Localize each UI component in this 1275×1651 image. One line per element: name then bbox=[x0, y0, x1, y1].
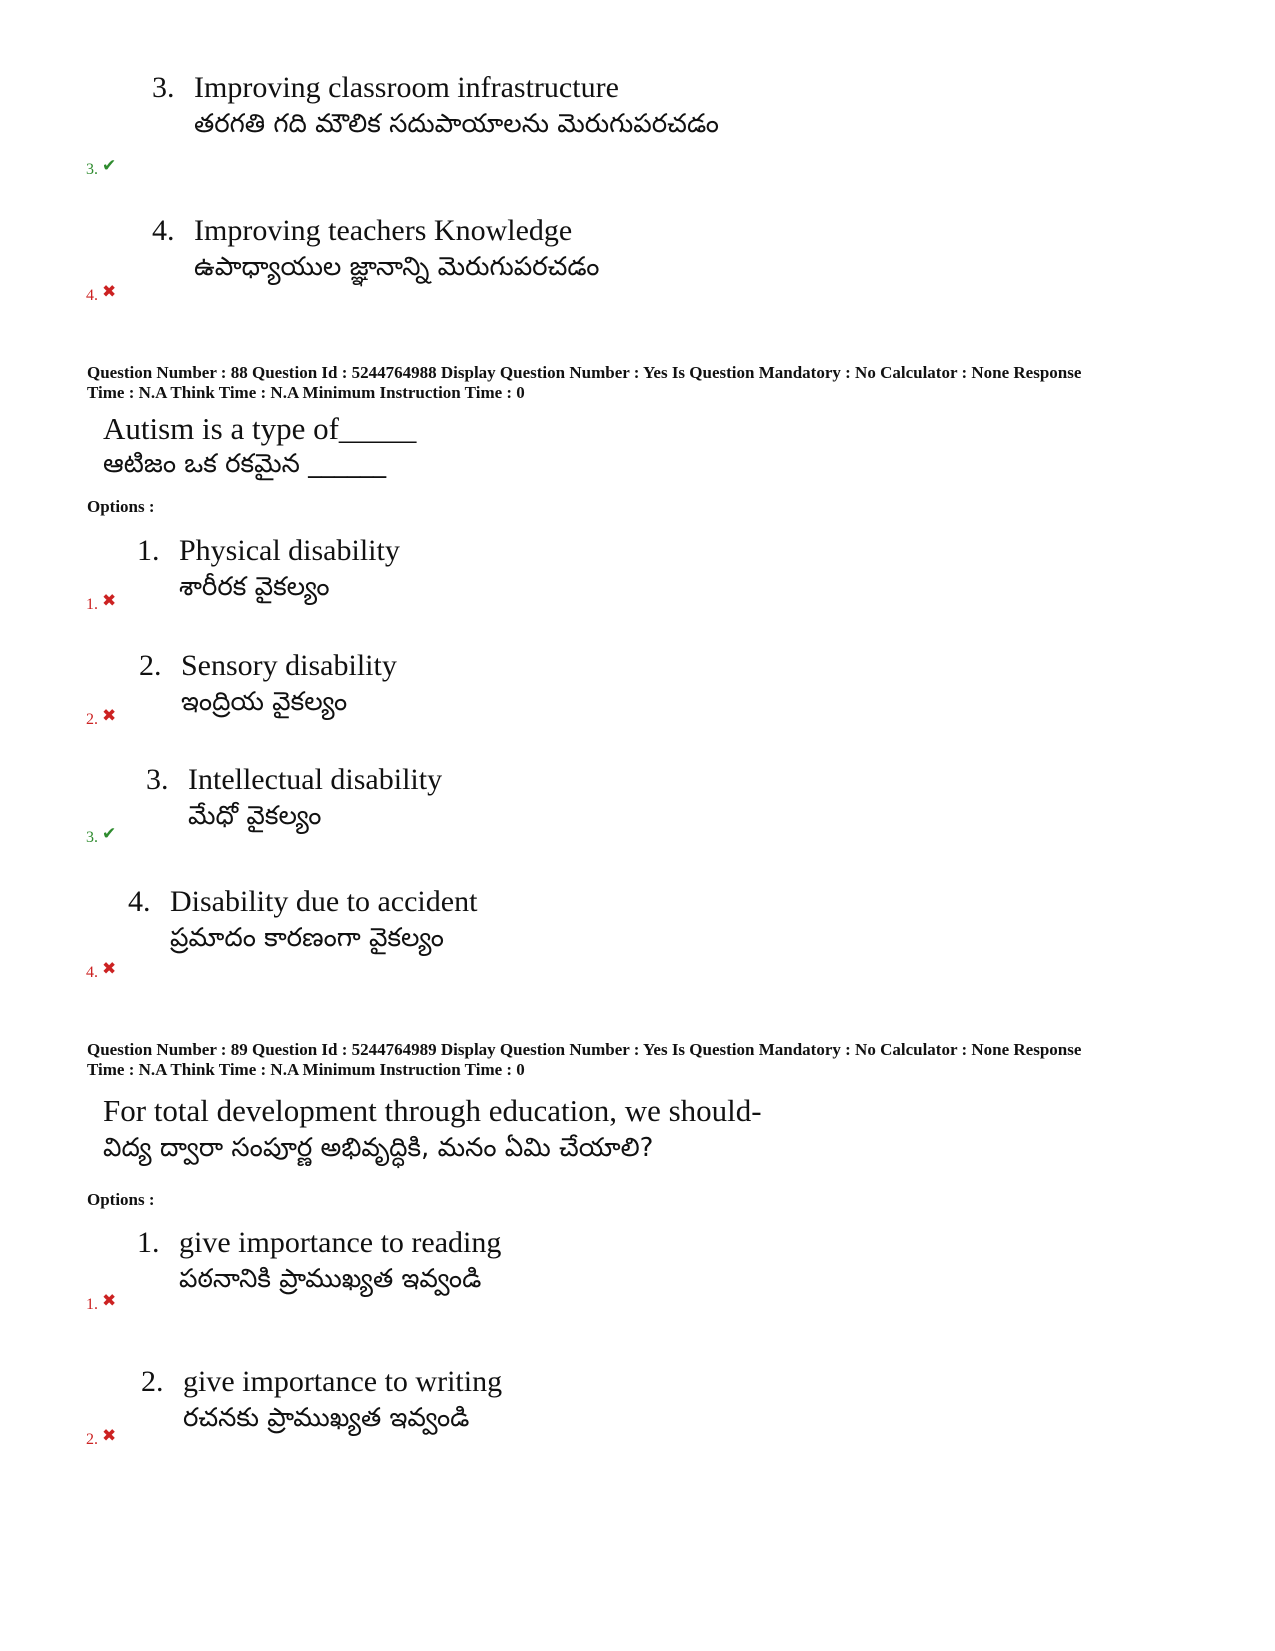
option-text-te: మేధో వైకల్యం bbox=[188, 801, 322, 831]
option-number: 2. bbox=[139, 649, 162, 682]
question-text-en: Autism is a type of_____ bbox=[103, 411, 417, 446]
cross-icon: ✖ bbox=[102, 1426, 117, 1445]
option-text-en: Improving teachers Knowledge bbox=[194, 214, 573, 247]
option-marker-wrong: 2. ✖ bbox=[86, 1426, 117, 1448]
cross-icon: ✖ bbox=[102, 1291, 117, 1310]
option-text-te: ఉపాధ్యాయుల జ్ఞానాన్ని మెరుగుపరచడం bbox=[194, 252, 600, 282]
option-number: 2. bbox=[141, 1365, 164, 1398]
option-text-en: give importance to writing bbox=[183, 1365, 503, 1398]
option-text-te: ఇంద్రియ వైకల్యం bbox=[181, 687, 348, 717]
option-88-1 bbox=[137, 533, 400, 605]
option-number: 1. bbox=[137, 1226, 160, 1259]
option-prev-3 bbox=[152, 70, 719, 142]
option-marker-wrong: 1. ✖ bbox=[86, 591, 117, 613]
cross-icon: ✖ bbox=[102, 959, 117, 978]
option-88-2 bbox=[139, 648, 397, 720]
check-icon: ✔ bbox=[102, 156, 117, 175]
option-text-en: Physical disability bbox=[179, 534, 400, 567]
option-marker-wrong: 2. ✖ bbox=[86, 706, 117, 728]
option-marker-wrong: 4. ✖ bbox=[86, 959, 117, 981]
option-text-en: Improving classroom infrastructure bbox=[194, 71, 619, 104]
options-label: Options : bbox=[87, 497, 155, 516]
option-89-2 bbox=[141, 1364, 502, 1436]
option-number: 4. bbox=[152, 214, 175, 247]
option-number: 4. bbox=[128, 885, 151, 918]
cross-icon: ✖ bbox=[102, 282, 117, 301]
option-text-te: తరగతి గది మౌలిక సదుపాయాలను మెరుగుపరచడం bbox=[194, 109, 719, 139]
cross-icon: ✖ bbox=[102, 706, 117, 725]
option-text-en: Disability due to accident bbox=[170, 885, 478, 918]
option-number: 3. bbox=[152, 71, 175, 104]
option-text-te: పఠనానికి ప్రాముఖ్యత ఇవ్వండి bbox=[179, 1264, 482, 1294]
option-88-3 bbox=[146, 762, 442, 834]
option-marker-wrong: 1. ✖ bbox=[86, 1291, 117, 1313]
question-meta-89: Question Number : 89 Question Id : 5244764989 Display Question Number : Yes Is Question Mandatory : No Calculator : None Response Time : N.A Think Time : N.A Minimum Instruction Time : 0 bbox=[87, 1040, 1082, 1079]
check-icon: ✔ bbox=[102, 824, 117, 843]
option-marker-correct: 3. ✔ bbox=[86, 156, 117, 178]
option-number: 1. bbox=[137, 534, 160, 567]
option-text-te: ప్రమాదం కారణంగా వైకల్యం bbox=[170, 923, 444, 953]
option-text-te: రచనకు ప్రాముఖ్యత ఇవ్వండి bbox=[183, 1403, 470, 1433]
option-88-4 bbox=[128, 884, 477, 956]
option-prev-4 bbox=[152, 213, 599, 285]
option-text-te: శారీరక వైకల్యం bbox=[179, 572, 330, 602]
question-text-en: For total development through education, we should- bbox=[103, 1093, 762, 1128]
option-number: 3. bbox=[146, 763, 169, 796]
option-marker-wrong: 4. ✖ bbox=[86, 282, 117, 304]
options-label: Options : bbox=[87, 1190, 155, 1209]
cross-icon: ✖ bbox=[102, 591, 117, 610]
question-text-te: ఆటిజం ఒక రకమైన ______ bbox=[103, 449, 387, 479]
option-89-1 bbox=[137, 1225, 501, 1297]
question-text-te: విద్య ద్వారా సంపూర్ణ అభివృద్ధికి, మనం ఏమి చేయాలి? bbox=[103, 1133, 654, 1163]
option-text-en: Intellectual disability bbox=[188, 763, 443, 796]
question-meta-88: Question Number : 88 Question Id : 5244764988 Display Question Number : Yes Is Question Mandatory : No Calculator : None Response Time : N.A Think Time : N.A Minimum Instruction Time : 0 bbox=[87, 363, 1082, 402]
option-text-en: give importance to reading bbox=[179, 1226, 502, 1259]
option-marker-correct: 3. ✔ bbox=[86, 824, 117, 846]
option-text-en: Sensory disability bbox=[181, 649, 397, 682]
